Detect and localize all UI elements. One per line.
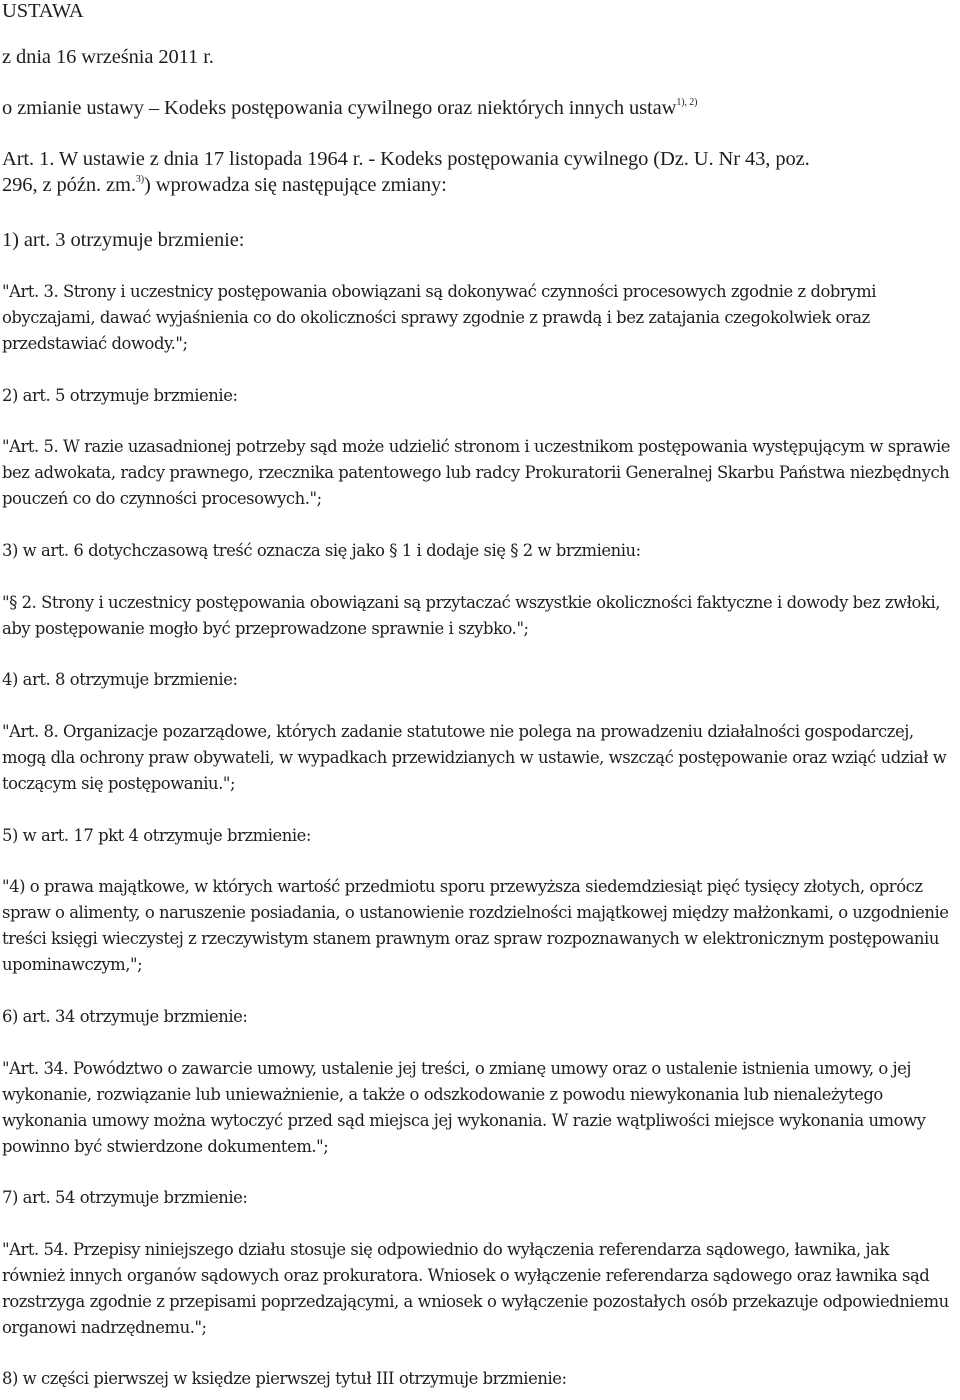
- intro-citation: 296, z późn. zm.: [2, 174, 136, 196]
- item-1-quote: "Art. 3. Strony i uczestnicy postępowania obowiązani są dokonywać czynności procesowych zgodnie z dobrymi obyczajami, dawać wyjaśnienia co do okoliczności sprawy zgodnie z prawdą i bez zatajania czegokolwiek oraz przedstawiać dowody.";: [2, 282, 877, 353]
- item-2-quote: "Art. 5. W razie uzasadnionej potrzeby sąd może udzielić stronom i uczestnikom postępowania występującym w sprawie bez adwokata, radcy prawnego, rzecznika patentowego lub radcy Prokuratorii Generalnej Skarbu Państwa niezbędnych pouczeń co do czynności procesowych.";: [2, 437, 951, 508]
- item-2-heading: 2) art. 5 otrzymuje brzmienie:: [2, 386, 238, 405]
- item-6-heading: 6) art. 34 otrzymuje brzmienie:: [2, 1007, 248, 1026]
- intro-footnote-ref: 3): [135, 174, 145, 186]
- item-4-heading: 4) art. 8 otrzymuje brzmienie:: [2, 670, 238, 689]
- document-title: USTAWA: [2, 0, 84, 22]
- item-8-heading: 8) w części pierwszej w księdze pierwszej tytuł III otrzymuje brzmienie:: [2, 1369, 567, 1388]
- item-6-quote: "Art. 34. Powództwo o zawarcie umowy, ustalenie jej treści, o zmianę umowy oraz o ustalenie istnienia umowy, o jej wykonanie, rozwiązanie lub unieważnienie, a także o odszkodowanie z powodu niewykonania lub nienależytego wykonania umowy można wytoczyć przed sąd miejsca jej wykonania. W razie wątpliwości miejsce wykonania umowy powinno być stwierdzone dokumentem.";: [2, 1059, 926, 1156]
- item-1-heading: 1) art. 3 otrzymuje brzmienie:: [2, 229, 245, 251]
- item-5-quote: "4) o prawa majątkowe, w których wartość przedmiotu sporu przewyższa siedemdziesiąt pięć tysięcy złotych, oprócz spraw o alimenty, o naruszenie posiadania, o ustanowienie rozdzielności majątkowej między małżonkami, o uzgodnienie treści księgi wieczystej z rzeczywistym stanem prawnym oraz spraw rozpoznawanych w elektronicznym postępowaniu upominawczym,";: [2, 877, 949, 974]
- item-7-quote: "Art. 54. Przepisy niniejszego działu stosuje się odpowiednio do wyłączenia referendarza sądowego, ławnika, jak również innych organów sądowych oraz prokuratora. Wniosek o wyłączenie referendarza sądowego oraz ławnika sąd rozstrzyga zgodnie z przepisami poprzedzającymi, a wniosek o wyłączenie pozostałych osób przekazuje odpowiedniemu organowi nadrzędnemu.";: [2, 1240, 949, 1337]
- intro-line-2: [2, 172, 810, 198]
- article-1-intro: [2, 146, 810, 198]
- item-4-quote: "Art. 8. Organizacje pozarządowe, których zadanie statutowe nie polega na prowadzeniu działalności gospodarczej, mogą dla ochrony praw obywateli, w wypadkach przewidzianych w ustawie, wszcząć postępowanie oraz wziąć udział w toczącym się postępowaniu.";: [2, 722, 947, 793]
- subject-text: o zmianie ustawy – Kodeks postępowania cywilnego oraz niektórych innych ustaw: [2, 97, 677, 119]
- document-date: z dnia 16 września 2011 r.: [2, 46, 214, 68]
- item-3-heading: 3) w art. 6 dotychczasową treść oznacza się jako § 1 i dodaje się § 2 w brzmieniu:: [2, 541, 641, 560]
- item-3-quote: "§ 2. Strony i uczestnicy postępowania obowiązani są przytaczać wszystkie okoliczności faktyczne i dowody bez zwłoki, aby postępowanie mogło być przeprowadzone sprawnie i szybko.";: [2, 593, 940, 638]
- item-7-heading: 7) art. 54 otrzymuje brzmienie:: [2, 1188, 248, 1207]
- intro-continuation: ) wprowadza się następujące zmiany:: [144, 174, 447, 196]
- document-subject: [2, 95, 697, 121]
- intro-line-1: Art. 1. W ustawie z dnia 17 listopada 1964 r. - Kodeks postępowania cywilnego (Dz. U. Nr 43, poz.: [2, 148, 810, 170]
- item-5-heading: 5) w art. 17 pkt 4 otrzymuje brzmienie:: [2, 826, 312, 845]
- subject-footnote-ref: 1), 2): [676, 97, 698, 109]
